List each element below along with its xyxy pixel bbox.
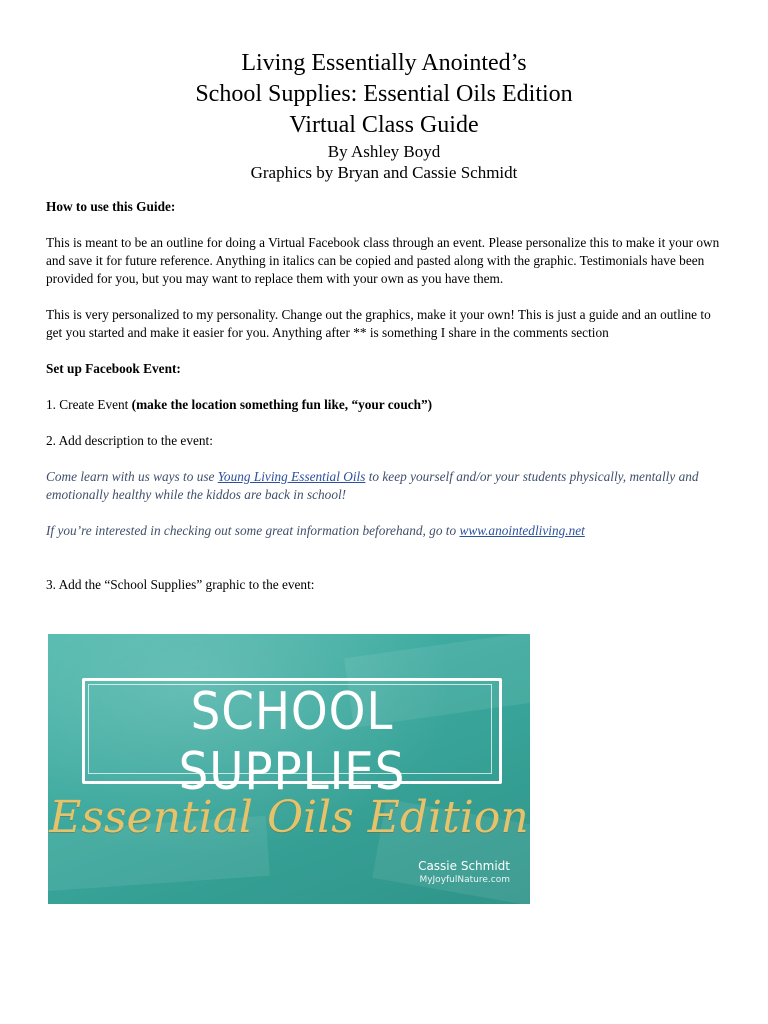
title-line-1: Living Essentially Anointed’s — [241, 50, 527, 76]
graphic-title: SCHOOL SUPPLIES — [178, 682, 406, 802]
description-pre: Come learn with us ways to use — [46, 469, 218, 484]
guide-paragraph-2: This is very personalized to my personality. Change out the graphics, make it your own! This is just a guide and an outline to get you started and make it easier for you. Anything after ** is something I share in the comments section — [46, 307, 711, 340]
title-line-3: Virtual Class Guide — [289, 112, 479, 138]
document-body — [46, 198, 730, 594]
event-heading: Set up Facebook Event: — [46, 361, 181, 376]
graphics-credit-line: Graphics by Bryan and Cassie Schmidt — [250, 163, 518, 182]
info-line — [46, 522, 730, 540]
guide-paragraph-1: This is meant to be an outline for doing a Virtual Facebook class through an event. Please personalize this to make it your own and save it for future reference. Anything in italics can be copied and pasted along with the graphic. Testimonials have been provided for you, but you may want to replace them with your own as you have them. — [46, 235, 720, 286]
step-1-paren: (make the location something fun like, “your couch”) — [131, 397, 433, 412]
graphic-credit-name: Cassie Schmidt — [418, 859, 510, 873]
graphic-subtitle: Essential Oils Edition — [49, 792, 529, 843]
step-1-text: 1. Create Event — [46, 397, 132, 412]
description-post: to keep yourself and/or your students physically, mentally and emotionally healthy while the kiddos are back in school! — [46, 469, 699, 502]
author-line: By Ashley Boyd — [327, 142, 441, 161]
graphic-credit — [418, 858, 510, 886]
graphic-credit-site: MyJoyfulNature.com — [419, 875, 510, 885]
event-description — [46, 468, 730, 504]
school-supplies-graphic — [48, 634, 530, 904]
title-block — [0, 48, 768, 183]
young-living-link[interactable]: Young Living Essential Oils — [217, 469, 366, 484]
step-1 — [46, 396, 730, 414]
info-pre: If you’re interested in checking out some great information beforehand, go to — [46, 523, 460, 538]
title-line-2: School Supplies: Essential Oils Edition — [195, 81, 573, 107]
step-3: 3. Add the “School Supplies” graphic to the event: — [46, 577, 315, 592]
step-2: 2. Add description to the event: — [46, 433, 213, 448]
anointed-living-link[interactable]: www.anointedliving.net — [459, 523, 585, 538]
guide-heading: How to use this Guide: — [46, 199, 176, 214]
